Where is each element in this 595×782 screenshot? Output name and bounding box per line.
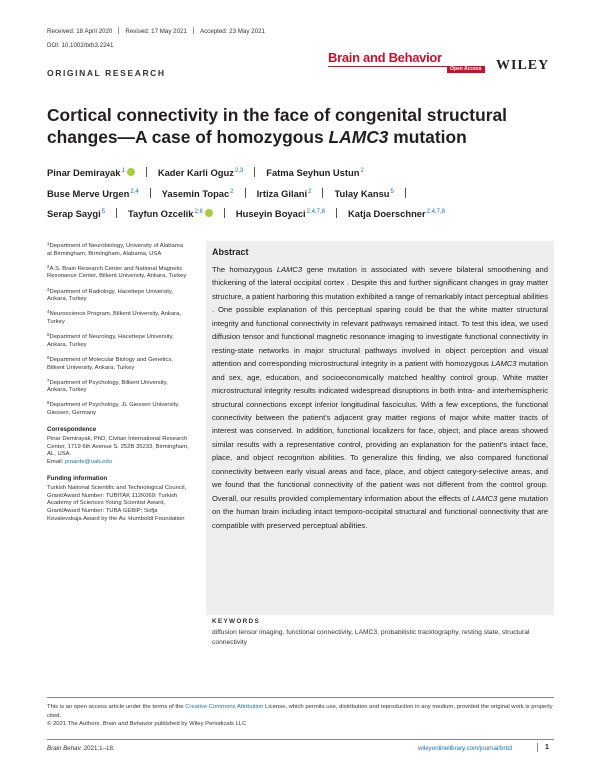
affiliation-text: Department of Molecular Biology and Genetics, Bilkent University, Ankara, Turkey xyxy=(47,356,173,371)
abstract-text: mutation and sex, age, education, and socioeconomically matched healthy control group. White matter microstructural integrity results indicated widespread disruptions in both intra- and interhemispheric structural connections except inferior longitudinal fasciculus. With a few exceptions, the functional connectivity between the patient's adjacent gray matter regions of major white matter tracts of interest was conserved. In addition, functional localizers for face, object, and place areas showed similar results with a representative control, providing an explanation for the patient's intact face, place, and object recognition abilities. To generalize this finding, we also compared functional connectivity between early visual areas and face, place, and object category-selective areas, and we found that the functional connectivity of the patient was not different from the control group. Overall, our results provided complementary information about the effects of xyxy=(212,359,548,503)
article-title xyxy=(47,104,547,148)
author-name: Katja Doerschner xyxy=(348,208,426,219)
open-access-badge: Open Access xyxy=(447,66,485,73)
author-name: Buse Merve Urgen xyxy=(47,187,130,199)
affiliation-number: 5 xyxy=(47,332,50,338)
copyright-publisher: published by Wiley Periodicals LLC xyxy=(152,721,247,728)
author[interactable] xyxy=(128,208,213,219)
author-affiliation-ref[interactable]: 2,4 xyxy=(130,188,139,195)
keywords-heading: KEYWORDS xyxy=(212,618,261,625)
author-name: Huseyin Boyaci xyxy=(235,208,306,219)
affiliation xyxy=(47,263,189,281)
affiliation-text: Department of Neurobiology, University of Alabama at Birmingham, Birmingham, Alabama, USA xyxy=(47,243,183,257)
author-name: Fatma Seyhun Ustun xyxy=(266,167,360,178)
affiliation-text: Department of Psychology, JL Giessen University, Giessen, Germany xyxy=(47,402,180,417)
citation-journal: Brain Behav. xyxy=(47,745,82,752)
author[interactable] xyxy=(236,208,325,219)
abstract-text: gene mutation on the human brain including intact temporo-occipital structural and functional connectivity that are compatible with preserved perceptual abilities. xyxy=(212,493,548,530)
author[interactable] xyxy=(47,208,105,219)
orcid-icon[interactable] xyxy=(127,168,135,176)
affiliation-number: 8 xyxy=(47,400,50,406)
affiliation-number: 6 xyxy=(47,354,50,360)
abstract-body xyxy=(212,263,548,532)
affiliation xyxy=(47,354,189,372)
cc-license-link[interactable]: Creative Commons Attribution xyxy=(185,704,264,710)
author-name: Tayfun Ozcelik xyxy=(128,208,194,219)
abstract-heading: Abstract xyxy=(212,247,249,257)
email-label: Email: xyxy=(47,459,66,466)
affiliation-number: 4 xyxy=(47,309,50,315)
author-affiliation-ref[interactable]: 2 xyxy=(360,168,364,174)
abstract-gene: LAMC3 xyxy=(471,493,498,503)
funding-heading: Funding information xyxy=(47,474,108,482)
divider xyxy=(336,208,337,218)
divider xyxy=(245,188,246,198)
author-affiliation-ref[interactable]: 5 xyxy=(101,209,106,215)
author-name: Kader Karli Oguz xyxy=(157,167,234,178)
author[interactable] xyxy=(348,208,445,219)
author-affiliation-ref[interactable]: 2,4,7,8 xyxy=(306,209,326,215)
affiliation xyxy=(47,240,189,258)
citation xyxy=(47,745,115,752)
abstract-text: gene mutation is associated with severe bilateral smoothening and thickening of the lateral occipital cortex . Despite this and further significant changes in gray matter structure, a patient harboring this mutation exhibited a range of remarkably intact perceptual abilities . One possible explanation of this perceptual sparing could be that the white matter structural integrity and functional connectivity in relevant pathways remained intact. To test this idea, we used diffusion tensor and functional magnetic resonance imaging to investigate functional connectivity in resting-state networks in major structural pathways involved in object perception and visual attention and corresponding microstructural integrity in a patient with homozygous xyxy=(212,265,548,369)
affiliation-text: Neuroscience Program, Bilkent University, Ankara, Turkey xyxy=(47,311,182,325)
abstract-gene: LAMC3 xyxy=(491,359,517,369)
journal-url[interactable]: wileyonlinelibrary.com/journal/brb3 xyxy=(418,745,513,752)
author-affiliation-ref[interactable]: 2,6 xyxy=(194,209,203,215)
accepted-date: Accepted: 23 May 2021 xyxy=(199,28,265,35)
divider xyxy=(150,188,151,198)
affiliation xyxy=(47,286,189,304)
funding-text: Turkish National Scientific and Technological Council, Grant/Award Number: TUBITAK 112K069; Turkish Academy of Sciences Young Scientist Award, Grant/Award Number: TUBA GEBIP; Sofja Kovalevskaja Award by the Av. Humboldt Foundation xyxy=(47,485,187,522)
correspondence-address: Pinar Demirayak, PhD, Civitan International Research Center, 1719 6th Avenue S. 252B 35233, Birmingham, AL, USA. xyxy=(47,436,189,458)
author-affiliation-ref[interactable]: 2,3 xyxy=(234,168,244,174)
divider xyxy=(322,188,323,198)
affiliation-number: 7 xyxy=(47,377,50,383)
title-text: Cortical connectivity in the face of congenital structural changes—A case of homozygous xyxy=(47,105,507,147)
revised-date: Revised: 17 May 2021 xyxy=(125,28,187,35)
author-affiliation-ref[interactable]: 2,4,7,8 xyxy=(426,209,446,215)
author-name: Pinar Demirayak xyxy=(47,167,121,178)
doi[interactable]: DOI: 10.1002/brb3.2241 xyxy=(47,42,114,49)
publisher-logo: WILEY xyxy=(496,58,550,73)
author-affiliation-ref[interactable]: 2 xyxy=(308,188,312,195)
section-label: ORIGINAL RESEARCH xyxy=(47,68,166,78)
correspondence-text xyxy=(47,436,189,466)
divider xyxy=(146,167,147,177)
affiliation xyxy=(47,308,189,326)
author-affiliation-ref[interactable]: 2 xyxy=(230,188,234,195)
received-date: Received: 18 April 2020 xyxy=(47,28,113,35)
citation-volume: 2021;1–18. xyxy=(81,745,115,752)
author-name: Tulay Kansu xyxy=(334,187,390,199)
affiliation xyxy=(47,331,189,349)
affiliation-text: Department of Psychology, Bilkent University, Ankara, Turkey xyxy=(47,379,168,394)
author[interactable] xyxy=(257,188,312,199)
email-link[interactable]: pinarde@uab.edu xyxy=(65,459,112,466)
affiliation-text: A.S. Brain Research Center and National Magnetic Resonance Center, Bilkent University, Ankara, Turkey xyxy=(47,265,187,280)
affiliation-text: Department of Radiology, Hacettepe University, Ankara, Turkey xyxy=(47,288,174,303)
divider xyxy=(47,739,554,740)
journal-name: Brain and Behavior xyxy=(328,50,442,65)
keywords-text: diffusion tensor imaging, functional connectivity, LAMC3, probabilistic tracktography, resting state, structural connectivity xyxy=(212,629,530,646)
author-affiliation-ref[interactable]: 1 xyxy=(121,168,125,174)
abstract-text: The homozygous xyxy=(212,265,277,274)
affiliation-number: 3 xyxy=(47,286,50,292)
divider xyxy=(47,697,554,698)
affiliation-number: 2 xyxy=(47,263,50,269)
license-text xyxy=(47,703,557,729)
divider xyxy=(405,188,406,198)
affiliation-text: Department of Neurology, Hacettepe University, Ankara, Turkey xyxy=(47,334,174,348)
affiliation xyxy=(47,399,189,417)
divider xyxy=(118,27,119,34)
author-affiliation-ref[interactable]: 5 xyxy=(390,188,394,195)
author-list xyxy=(47,162,557,224)
author-name: Yasemin Topac xyxy=(161,187,230,199)
copyright-journal: Brain and Behavior xyxy=(102,721,153,728)
author[interactable] xyxy=(47,188,139,199)
license-sentence-end: License, which permits use, distribution and reproduction in any medium, provided the original work is properly cited. xyxy=(47,704,553,719)
title-text-end: mutation xyxy=(388,127,467,147)
affiliations-column xyxy=(47,240,189,523)
affiliation xyxy=(47,377,189,395)
copyright: © 2021 The Authors. xyxy=(47,721,103,728)
author[interactable] xyxy=(266,167,364,178)
divider xyxy=(224,208,225,218)
divider xyxy=(116,208,117,218)
divider xyxy=(254,167,255,177)
article-history xyxy=(47,27,265,35)
author[interactable] xyxy=(334,188,393,199)
page-number: 1 xyxy=(545,744,549,751)
orcid-icon[interactable] xyxy=(205,209,213,217)
author-name: Irtiza Gilani xyxy=(256,187,308,199)
correspondence-heading: Correspondence xyxy=(47,425,97,433)
author-name: Serap Saygi xyxy=(47,208,101,219)
affiliation-number: 1 xyxy=(47,241,50,246)
author[interactable] xyxy=(162,188,234,199)
author[interactable] xyxy=(158,167,243,178)
abstract-gene: LAMC3 xyxy=(276,265,303,274)
title-gene: LAMC3 xyxy=(328,127,389,147)
divider xyxy=(537,743,538,752)
license-sentence: This is an open access article under the terms of the xyxy=(47,704,186,710)
divider xyxy=(193,27,194,34)
author[interactable] xyxy=(47,167,135,178)
